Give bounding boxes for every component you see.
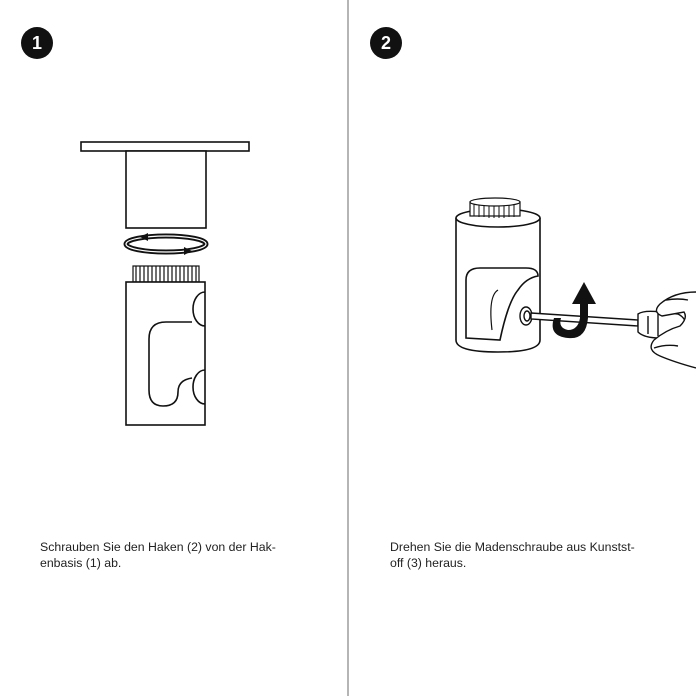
step-1-illustration (0, 0, 348, 520)
set-screw (520, 307, 532, 325)
hook-cylinder (456, 198, 540, 352)
rotation-arrows-icon (126, 233, 206, 255)
base-plate (81, 142, 249, 151)
step-1-caption (40, 539, 310, 571)
hook-thread (133, 266, 199, 282)
step-2-panel (348, 0, 696, 696)
step-2-caption (390, 539, 660, 571)
step-1-badge: 1 (21, 27, 53, 59)
step-1-caption-line-2: enbasis (1) ab. (40, 556, 122, 570)
hook-body (126, 282, 205, 425)
step-2-caption-line-1: Drehen Sie die Madenschraube aus Kunstst- (390, 540, 635, 554)
step-1-caption-line-1: Schrauben Sie den Haken (2) von der Hak- (40, 540, 276, 554)
turn-arrow-icon (553, 282, 596, 338)
step-2-caption-line-2: off (3) heraus. (390, 556, 467, 570)
step-2-badge: 2 (370, 27, 402, 59)
base-cylinder (126, 151, 206, 228)
step-2-illustration (348, 0, 696, 520)
